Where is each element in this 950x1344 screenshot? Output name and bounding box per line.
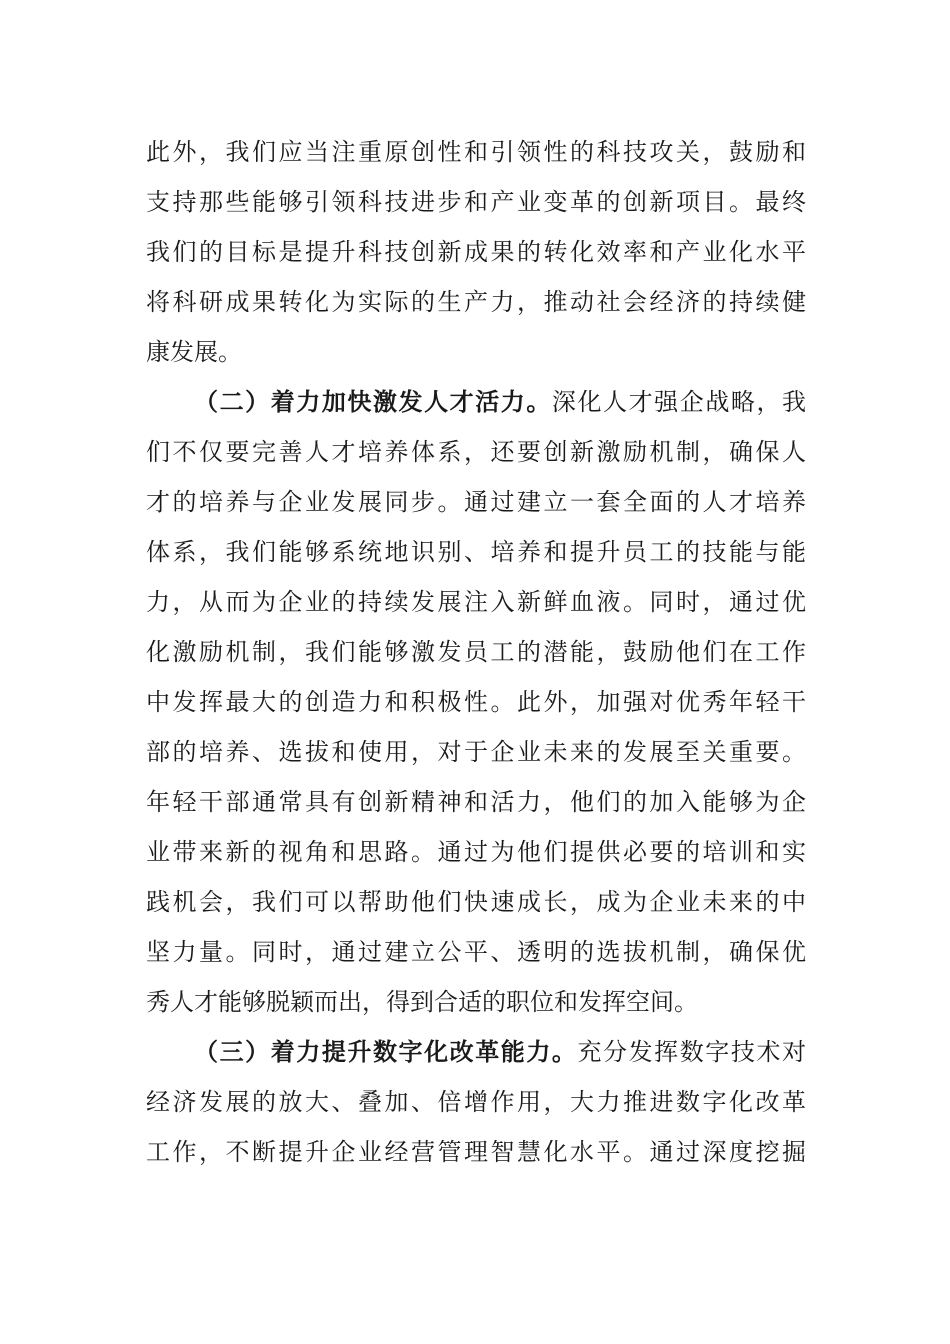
- section-2-text: 深化人才强企战略，我: [551, 388, 807, 416]
- section-3-text: 充分发挥数字技术对: [577, 1038, 807, 1066]
- section-3-heading: （三）着力提升数字化改革能力。: [194, 1037, 578, 1066]
- text-line: 经济发展的放大、叠加、倍增作用，大力推进数字化改革: [146, 1088, 806, 1116]
- text-line: 工作，不断提升企业经营管理智慧化水平。通过深度挖掘: [146, 1138, 806, 1166]
- text-line: 支持那些能够引领科技进步和产业变革的创新项目。最终: [146, 188, 806, 216]
- section-3-first-line: [194, 1032, 806, 1072]
- text-line: 坚力量。同时，通过建立公平、透明的选拔机制，确保优: [146, 938, 806, 966]
- text-line: 业带来新的视角和思路。通过为他们提供必要的培训和实: [146, 838, 806, 866]
- text-line: 秀人才能够脱颖而出，得到合适的职位和发挥空间。: [146, 988, 698, 1016]
- text-line: 部的培养、选拔和使用，对于企业未来的发展至关重要。: [146, 738, 806, 766]
- text-line: 中发挥最大的创造力和积极性。此外，加强对优秀年轻干: [146, 688, 806, 716]
- text-line: 力，从而为企业的持续发展注入新鲜血液。同时，通过优: [146, 588, 806, 616]
- text-line: 化激励机制，我们能够激发员工的潜能，鼓励他们在工作: [146, 638, 806, 666]
- text-line: 们不仅要完善人才培养体系，还要创新激励机制，确保人: [146, 438, 806, 466]
- text-line: 我们的目标是提升科技创新成果的转化效率和产业化水平: [146, 238, 806, 266]
- text-line: 才的培养与企业发展同步。通过建立一套全面的人才培养: [146, 488, 806, 516]
- text-line: 年轻干部通常具有创新精神和活力，他们的加入能够为企: [146, 788, 806, 816]
- section-2-heading: （二）着力加快激发人才活力。: [194, 387, 552, 416]
- text-line: 康发展。: [146, 338, 242, 366]
- text-line: 体系，我们能够系统地识别、培养和提升员工的技能与能: [146, 538, 806, 566]
- text-line: 此外，我们应当注重原创性和引领性的科技攻关，鼓励和: [146, 138, 806, 166]
- text-line: 践机会，我们可以帮助他们快速成长，成为企业未来的中: [146, 888, 806, 916]
- text-line: 将科研成果转化为实际的生产力，推动社会经济的持续健: [146, 288, 806, 316]
- section-2-first-line: [194, 382, 806, 422]
